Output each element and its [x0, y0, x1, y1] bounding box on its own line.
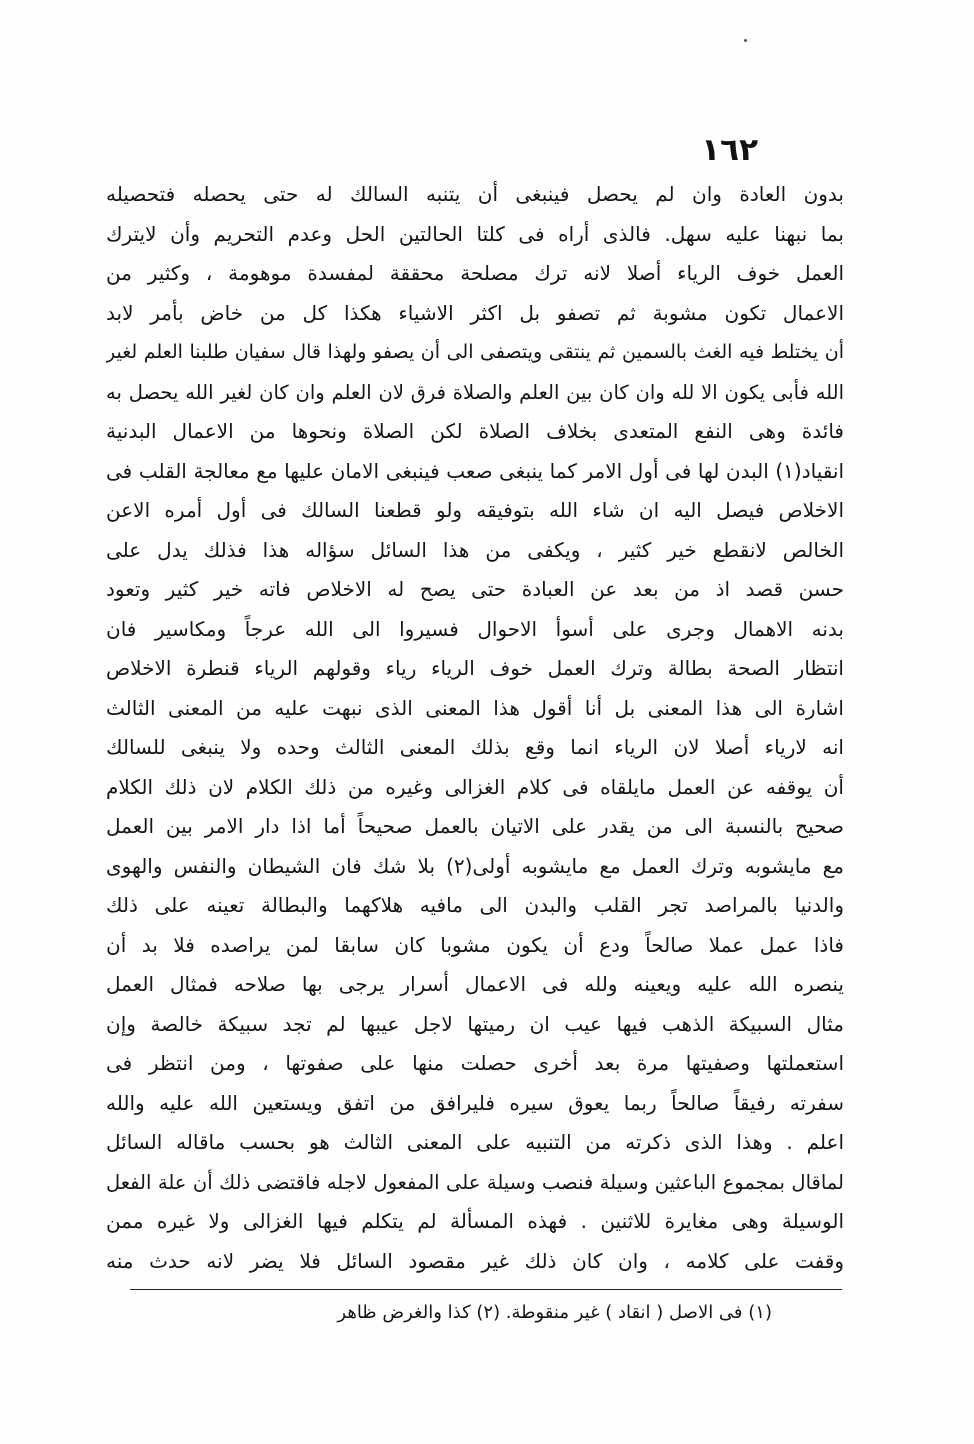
- text-line: ينصره الله عليه ويعينه ولله فى الاعمال أسرار يرجى بها صلاحه فمثال العمل: [106, 972, 844, 996]
- text-line: والدنيا بالمراصد تجر القلب والبدن الى مافيه هلاكهما والبطالة تعينه على ذلك: [106, 893, 844, 917]
- scan-speck: [744, 39, 747, 42]
- text-line: الله فأبى يكون الا لله وان كان بين العلم والصلاة فرق لان العلم وان كان لغير الله يحصل به: [106, 380, 844, 404]
- footnotes: (١) فى الاصل ( انقاد ) غير منقوطة. (٢) كذا والغرض ظاهر: [337, 1302, 772, 1323]
- footnote-divider: [130, 1289, 842, 1290]
- text-line: الخالص لانقطع خير كثير ، ويكفى من هذا السائل سؤاله هذا فذلك يدل على: [106, 537, 844, 562]
- text-line: انه لارياء أصلا لان الرياء انما وقع بذلك المعنى الثالث وحده ولا ينبغى للسالك: [106, 735, 844, 759]
- text-line: الوسيلة وهى مغايرة للاثنين . فهذه المسألة لم يتكلم فيها الغزالى ولا غيره ممن: [106, 1209, 844, 1233]
- text-line: مع مايشوبه وترك العمل مع مايشوبه أولى(٢) بلا شك فان الشيطان والنفس والهوى: [106, 853, 844, 878]
- body-text: [106, 175, 844, 1281]
- text-line: وقفت على كلامه ، وان كان ذلك غير مقصود السائل فلا يضر لانه حدث منه: [106, 1248, 844, 1273]
- text-line: الاخلاص فيصل اليه ان شاء الله بتوفيقه ولو قطعنا السالك فى أول أمره الاعن: [106, 498, 844, 522]
- text-line: انقياد(١) البدن لها فى أول الامر كما ينبغى صعب فينبغى الامان عليها مع معالجة القلب فى: [106, 458, 844, 483]
- page-number: ١٦٢: [701, 132, 758, 168]
- text-line: أن يختلط فيه الغث بالسمين ثم ينتقى ويتصفى الى أن يصفو ولهذا قال سفيان طلبنا العلم لغير: [106, 341, 844, 363]
- text-line: العمل خوف الرياء أصلا لانه ترك مصلحة محققة لمفسدة موهومة ، وكثير من: [106, 261, 844, 285]
- text-line: مثال السبيكة الذهب فيها عيب ان رميتها لاجل عيبها لم تجد سبيكة خالصة وإن: [106, 1011, 844, 1036]
- text-line: فاذا عمل عملا صالحاً ودع أن يكون مشوبا كان سابقا لمن يراصده فلا بد أن: [106, 932, 844, 957]
- text-line: لماقال بمجموع الباعثين وسيلة فنصب وسيلة على المفعول لاجله فاقتضى ذلك أن علة الفعل: [106, 1170, 844, 1194]
- text-line: بدون العادة وان لم يحصل فينبغى أن يتنبه السالك له حتى يحصله فتحصيله: [106, 182, 844, 206]
- text-line: فائدة وهى النفع المتعدى بخلاف الصلاة لكن الصلاة ونحوها من الاعمال البدنية: [106, 419, 844, 443]
- text-line: حسن قصد اذ من بعد عن العبادة حتى يصح له الاخلاص فاته خير كثير وتعود: [106, 577, 844, 601]
- text-line: بما نبهنا عليه سهل. فالذى أراه فى كلتا الحالتين الحل وعدم التحريم وأن لايترك: [106, 221, 844, 246]
- text-line: سفرته رفيقاً صالحاً ربما يعوق سيره فليرافق من اتفق ويستعين الله عليه والله: [106, 1090, 844, 1115]
- text-line: اعلم . وهذا الذى ذكرته من التنبيه على المعنى الثالث هو بحسب ماقاله السائل: [106, 1130, 844, 1154]
- text-line: الاعمال تكون مشوبة ثم تصفو بل اكثر الاشياء هكذا كل من خاض بأمر لابد: [106, 300, 844, 325]
- text-line: استعملتها وصفيتها مرة بعد أخرى حصلت منها على صفوتها ، ومن انتظر فى: [106, 1051, 844, 1075]
- text-line: صحيح بالنسبة الى من يقدر على الاتيان بالعمل صحيحاً أما اذا دار الامر بين العمل: [106, 814, 844, 838]
- text-line: بدنه الاهمال وجرى على أسوأ الاحوال فسيروا الى الله عرجاً ومكاسير فان: [106, 616, 844, 641]
- text-line: انتظار الصحة بطالة وترك العمل خوف الرياء رياء وقولهم الرياء قنطرة الاخلاص: [106, 656, 844, 680]
- text-line: أن يوقفه عن العمل مايلقاه فى كلام الغزالى وغيره من ذلك الكلام لان ذلك الكلام: [106, 774, 844, 799]
- text-line: اشارة الى هذا المعنى بل أنا أقول هذا المعنى الذى نبهت عليه من المعنى الثالث: [106, 695, 844, 720]
